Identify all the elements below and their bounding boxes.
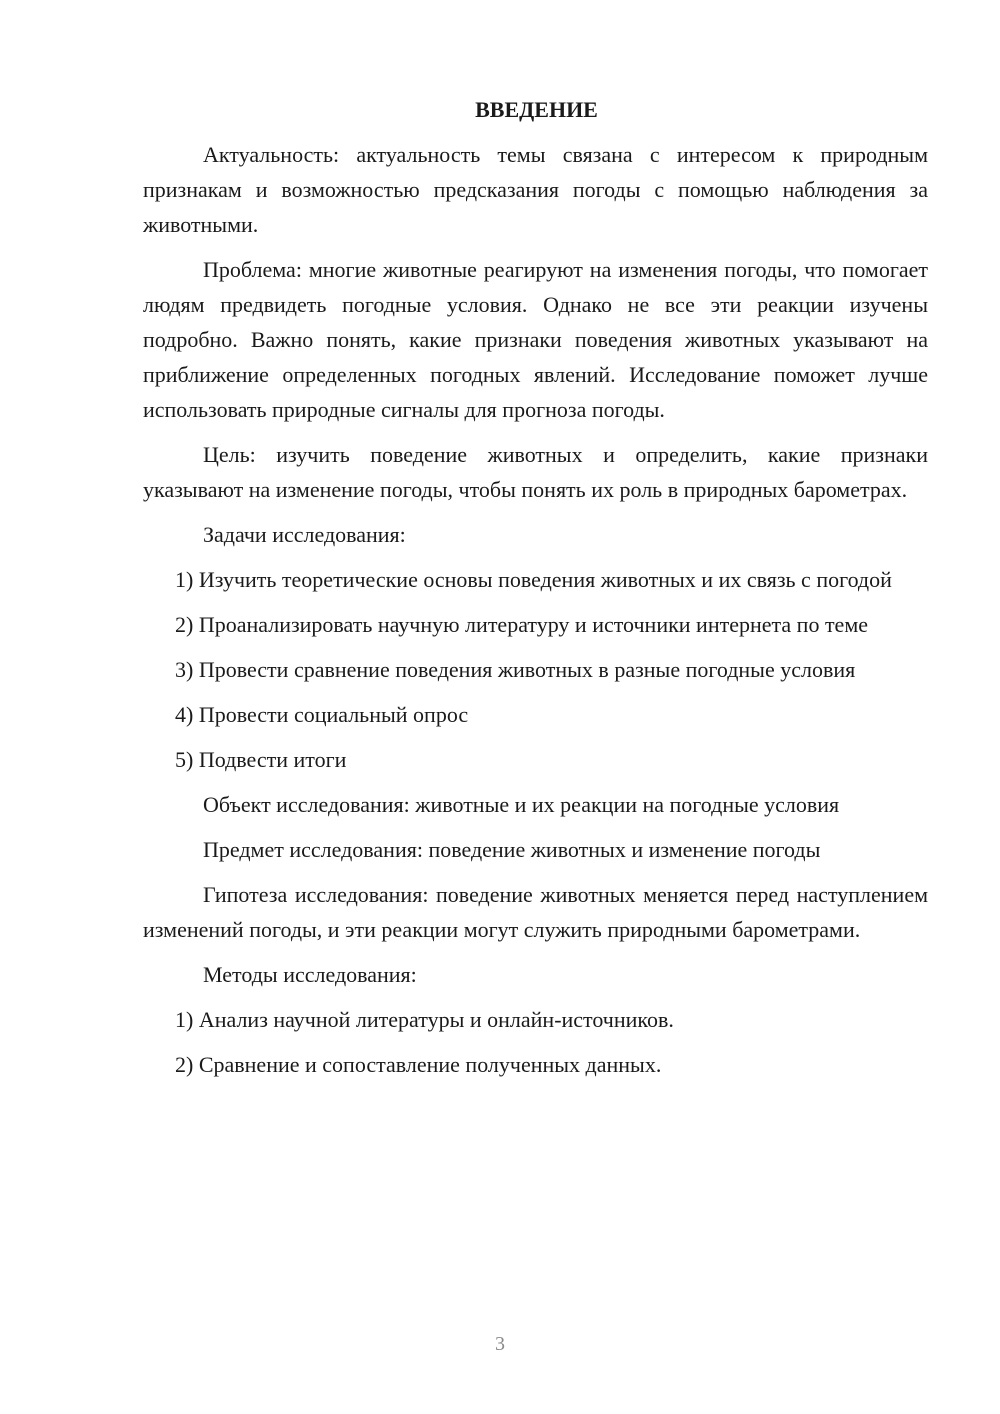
paragraph-hypothesis: Гипотеза исследования: поведение животных меняется перед наступлением изменений погоды, и эти реакции могут служить природными барометрами. (143, 882, 928, 942)
paragraph-relevance: Актуальность: актуальность темы связана с интересом к природным признакам и возможностью предсказания погоды с помощью наблюдения за животными. (143, 142, 928, 237)
page-number: 3 (495, 1333, 505, 1355)
task-item-1: 1) Изучить теоретические основы поведения животных и их связь с погодой (175, 567, 892, 592)
paragraph-problem: Проблема: многие животные реагируют на изменения погоды, что помогает людям предвидеть погодные условия. Однако не все эти реакции изучены подробно. Важно понять, какие признаки поведения животных указывают на приближение определенных погодных явлений. Исследование поможет лучше использовать природные сигналы для прогноза погоды. (143, 257, 928, 422)
method-item-1: 1) Анализ научной литературы и онлайн-источников. (175, 1007, 674, 1032)
tasks-heading: Задачи исследования: (203, 522, 406, 547)
method-item-2: 2) Сравнение и сопоставление полученных данных. (175, 1052, 662, 1077)
paragraph-object: Объект исследования: животные и их реакции на погодные условия (203, 792, 840, 817)
task-item-5: 5) Подвести итоги (175, 747, 347, 772)
task-item-2: 2) Проанализировать научную литературу и источники интернета по теме (175, 612, 869, 637)
paragraph-goal: Цель: изучить поведение животных и определить, какие признаки указывают на изменение погоды, чтобы понять их роль в природных барометрах. (143, 442, 928, 502)
paragraph-subject: Предмет исследования: поведение животных и изменение погоды (203, 837, 821, 862)
page-title: ВВЕДЕНИЕ (475, 97, 598, 122)
task-item-4: 4) Провести социальный опрос (175, 702, 469, 727)
methods-heading: Методы исследования: (203, 962, 417, 987)
task-item-3: 3) Провести сравнение поведения животных в разные погодные условия (175, 657, 856, 682)
document-page (143, 92, 928, 1092)
